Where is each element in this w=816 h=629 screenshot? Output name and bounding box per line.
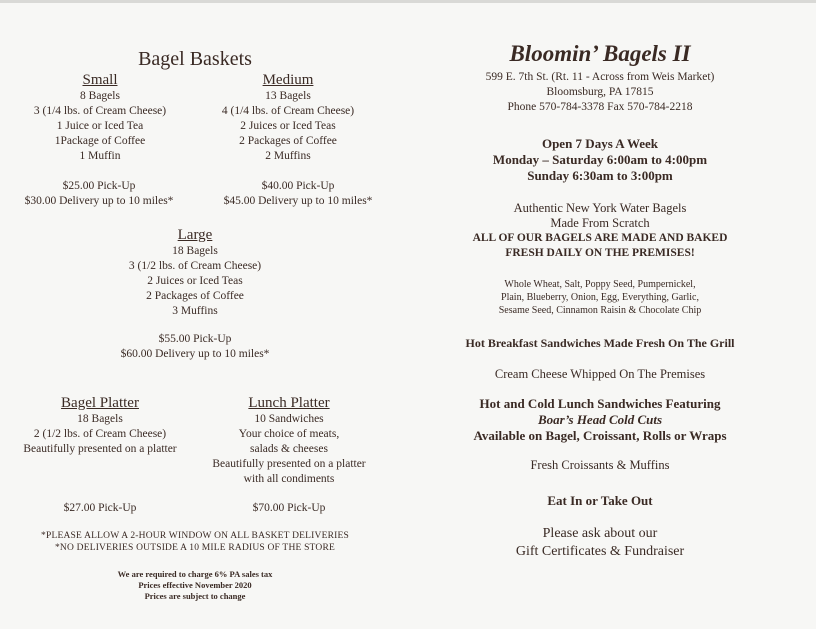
lunch-platter-price: $70.00 Pick-Up — [252, 502, 326, 514]
prices-effective-note: Prices effective November 2020 — [138, 580, 252, 590]
hours-line: Sunday 6:30am to 3:00pm — [527, 168, 673, 183]
small-item: 3 (1/4 lbs. of Cream Cheese) — [33, 105, 167, 117]
medium-price-delivery: $45.00 Delivery up to 10 miles* — [223, 195, 373, 207]
authentic-line: Authentic New York Water Bagels — [513, 201, 687, 215]
flavors-line: Plain, Blueberry, Onion, Egg, Everything, Garlic, — [501, 292, 699, 303]
large-item: 3 Muffins — [172, 305, 218, 317]
medium-heading: Medium — [262, 72, 314, 88]
medium-basket — [200, 71, 376, 164]
small-item: 8 Bagels — [80, 90, 120, 102]
bagel-platter-item: 2 (1/2 lbs. of Cream Cheese) — [33, 428, 167, 440]
croissants-line: Fresh Croissants & Muffins — [530, 458, 670, 472]
large-basket — [105, 226, 285, 319]
lunch-sandwiches — [430, 396, 770, 444]
delivery-note: *PLEASE ALLOW A 2-HOUR WINDOW ON ALL BASKET DELIVERIES — [41, 531, 349, 541]
large-price-pickup: $55.00 Pick-Up — [158, 333, 232, 345]
cream-cheese-line: Cream Cheese Whipped On The Premises — [494, 367, 706, 381]
hours-line: Monday – Saturday 6:00am to 4:00pm — [492, 152, 708, 167]
large-prices — [105, 332, 285, 362]
small-item: 1 Muffin — [79, 150, 121, 162]
medium-price-pickup: $40.00 Pick-Up — [261, 180, 335, 192]
lunch-platter-heading: Lunch Platter — [248, 395, 330, 411]
delivery-notes — [20, 530, 370, 554]
hours-line: Open 7 Days A Week — [541, 136, 659, 151]
large-price-delivery: $60.00 Delivery up to 10 miles* — [120, 348, 270, 360]
small-item: 1Package of Coffee — [54, 135, 146, 147]
fresh-daily-line: FRESH DAILY ON THE PREMISES! — [505, 247, 695, 259]
bagel-baskets-title: Bagel Baskets — [138, 48, 252, 70]
fresh-daily — [440, 231, 760, 261]
large-heading: Large — [177, 227, 213, 243]
small-prices — [0, 179, 198, 209]
ask-line: Please ask about our — [542, 526, 658, 541]
bagel-platter-heading: Bagel Platter — [61, 395, 139, 411]
bagel-platter-price: $27.00 Pick-Up — [63, 502, 137, 514]
bagel-platter — [14, 394, 186, 457]
eat-in-line: Eat In or Take Out — [547, 493, 653, 508]
small-price-delivery: $30.00 Delivery up to 10 miles* — [24, 195, 174, 207]
medium-item: 4 (1/4 lbs. of Cream Cheese) — [221, 105, 355, 117]
medium-item: 13 Bagels — [265, 90, 311, 102]
small-heading: Small — [82, 72, 118, 88]
lunch-line: Hot and Cold Lunch Sandwiches Featuring — [479, 396, 721, 411]
small-basket — [10, 71, 190, 164]
phone-fax-line: Phone 570-784-3378 Fax 570-784-2218 — [507, 101, 693, 113]
address-line: Bloomsburg, PA 17815 — [546, 86, 654, 98]
tax-note: We are required to charge 6% PA sales tax — [117, 569, 273, 579]
medium-item: 2 Juices or Iced Teas — [240, 120, 336, 132]
large-item: 2 Packages of Coffee — [146, 290, 244, 302]
bagel-flavors — [440, 278, 760, 317]
gift-line: Gift Certificates & Fundraiser — [515, 544, 685, 559]
lunch-platter-item: salads & cheeses — [250, 443, 328, 455]
page-top-border — [0, 0, 816, 3]
large-item: 2 Juices or Iced Teas — [147, 275, 243, 287]
gift-certificates — [440, 525, 760, 561]
fine-print — [60, 569, 330, 602]
bagel-platter-item: Beautifully presented on a platter — [23, 443, 177, 455]
lunch-bread-line: Available on Bagel, Croissant, Rolls or Wraps — [473, 428, 727, 443]
flavors-line: Sesame Seed, Cinnamon Raisin & Chocolate Chip — [498, 305, 702, 316]
delivery-note: *NO DELIVERIES OUTSIDE A 10 MILE RADIUS OF THE STORE — [54, 543, 335, 553]
medium-item: 2 Muffins — [265, 150, 311, 162]
fresh-daily-line: ALL OF OUR BAGELS ARE MADE AND BAKED — [472, 232, 728, 244]
lunch-platter-item: Your choice of meats, — [238, 428, 340, 440]
large-item: 18 Bagels — [172, 245, 218, 257]
breakfast-sandwiches: Hot Breakfast Sandwiches Made Fresh On The Grill — [465, 336, 735, 350]
lunch-platter — [200, 394, 378, 487]
small-item: 1 Juice or Iced Tea — [56, 120, 144, 132]
store-name: Bloomin’ Bagels II — [509, 41, 691, 66]
boars-head-line: Boar’s Head Cold Cuts — [537, 412, 663, 427]
lunch-platter-item: Beautifully presented on a platter — [212, 458, 366, 470]
lunch-platter-item: with all condiments — [243, 473, 335, 485]
address-line: 599 E. 7th St. (Rt. 11 - Across from Weis Market) — [485, 71, 715, 83]
medium-prices — [200, 179, 396, 209]
bagel-platter-item: 18 Bagels — [77, 413, 123, 425]
medium-item: 2 Packages of Coffee — [239, 135, 337, 147]
prices-change-note: Prices are subject to change — [144, 591, 246, 601]
large-item: 3 (1/2 lbs. of Cream Cheese) — [128, 260, 262, 272]
lunch-platter-item: 10 Sandwiches — [254, 413, 324, 425]
small-price-pickup: $25.00 Pick-Up — [62, 180, 136, 192]
store-address — [440, 70, 760, 115]
scratch-line: Made From Scratch — [550, 216, 650, 230]
flavors-line: Whole Wheat, Salt, Poppy Seed, Pumpernickel, — [504, 279, 696, 290]
authentic-bagels — [440, 201, 760, 231]
store-hours — [440, 136, 760, 184]
